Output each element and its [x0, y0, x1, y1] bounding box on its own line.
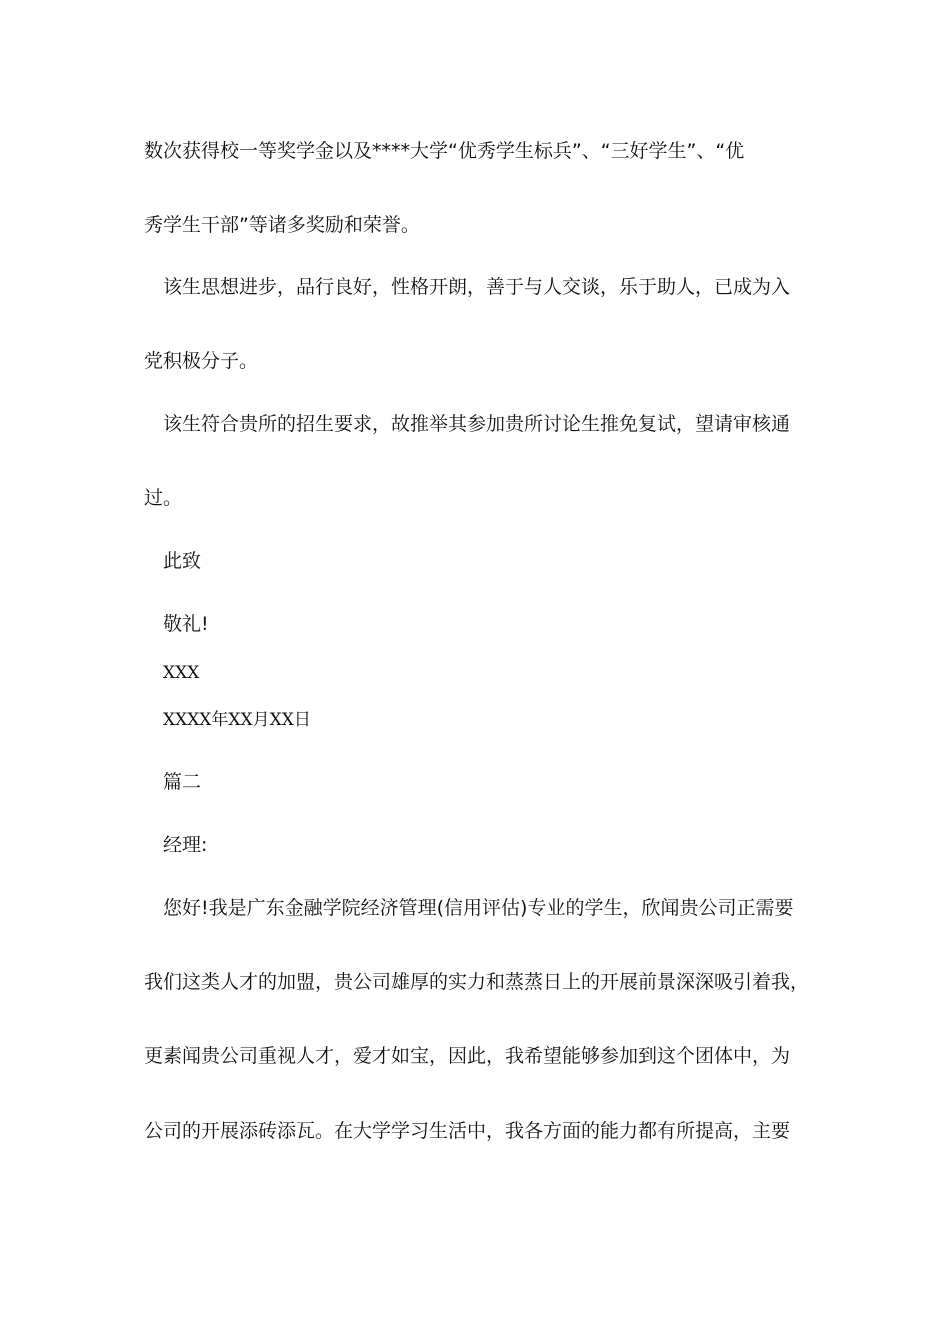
paragraph-character-line-2: 党积极分子。 [144, 350, 259, 372]
signer-name: XXX [163, 663, 200, 683]
paragraph-awards-line-1: 数次获得校一等奖学金以及****大学“优秀学生标兵”、“三好学生”、“优 [144, 140, 745, 162]
cover-letter-line-1: 您好!我是广东金融学院经济管理(信用评估)专业的学生，欣闻贵公司正需要 [163, 897, 794, 919]
paragraph-awards-line-2: 秀学生干部”等诸多奖励和荣誉。 [144, 214, 420, 236]
closing-salute: 敬礼! [163, 613, 209, 635]
section-heading: 篇二 [163, 771, 202, 793]
cover-letter-line-3: 更素闻贵公司重视人才，爱才如宝，因此，我希望能够参加到这个团体中，为 [144, 1045, 791, 1067]
cover-letter-line-4: 公司的开展添砖添瓦。在大学学习生活中，我各方面的能力都有所提高，主要 [144, 1120, 791, 1142]
closing-regards: 此致 [163, 550, 202, 572]
paragraph-character-line-1: 该生思想进步，品行良好，性格开朗，善于与人交谈，乐于助人，已成为入 [163, 276, 791, 298]
salutation: 经理: [163, 834, 208, 856]
paragraph-recommendation-line-1: 该生符合贵所的招生要求，故推举其参加贵所讨论生推免复试，望请审核通 [163, 413, 791, 435]
paragraph-recommendation-line-2: 过。 [144, 487, 183, 509]
cover-letter-line-2: 我们这类人才的加盟，贵公司雄厚的实力和蒸蒸日上的开展前景深深吸引着我， [144, 971, 810, 993]
letter-date: XXXX年XX月XX日 [163, 710, 311, 730]
